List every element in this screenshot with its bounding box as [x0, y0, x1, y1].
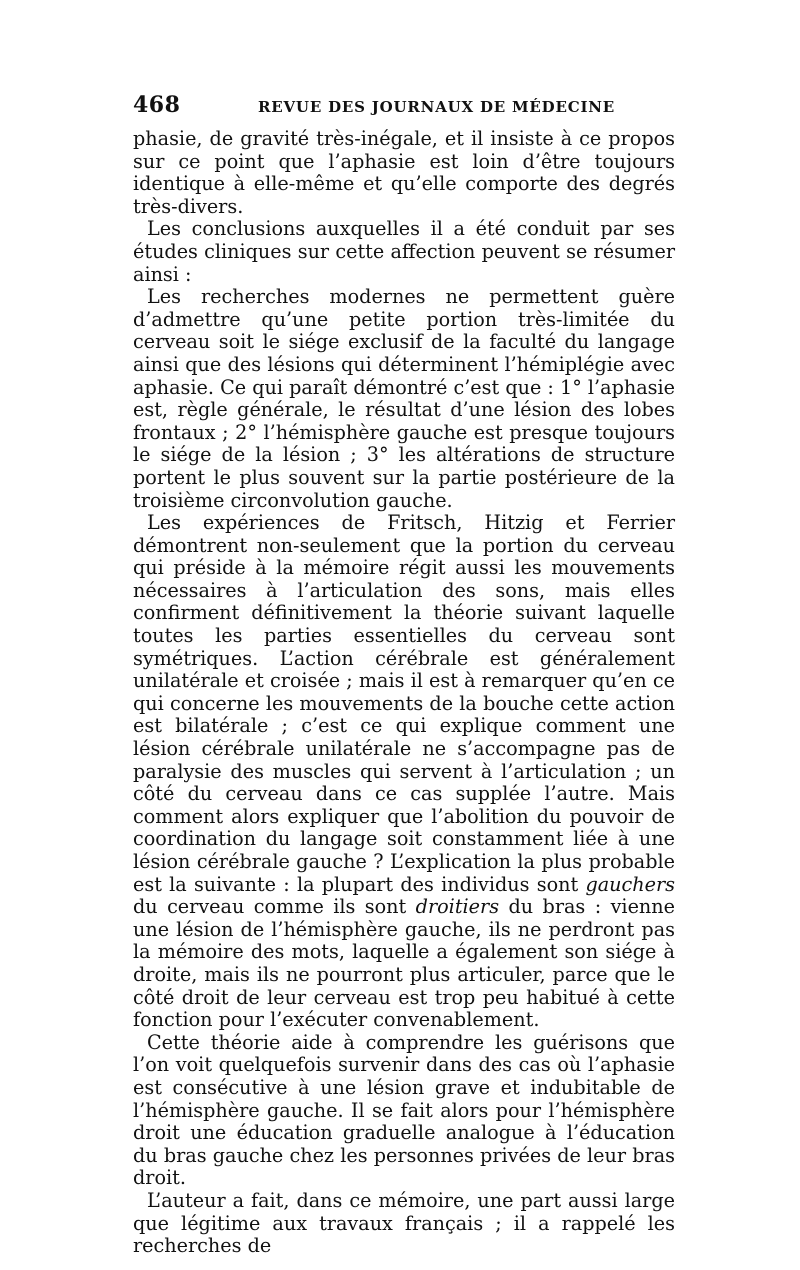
page-header — [133, 92, 673, 122]
paragraph-6: L’auteur a fait, dans ce mémoire, une part aussi large que légitime aux travaux français ; il a rappelé les recherches de — [133, 1188, 675, 1258]
article-body — [133, 128, 675, 1258]
paragraph-4 — [133, 512, 675, 1032]
paragraph-2: Les conclusions auxquelles il a été conduit par ses études cliniques sur cette affection peuvent se résumer ainsi : — [133, 217, 675, 286]
paragraph-5: Cette théorie aide à comprendre les guérisons que l’on voit quelquefois survenir dans des cas où l’aphasie est consécutive à une lésion grave et indubitable de l’hémisphère gauche. Il se fait alors pour l’hémisphère droit une éducation graduelle analogue à l’éducation du bras gauche chez les personnes privées de leur bras droit. — [133, 1030, 675, 1190]
page-number: 468 — [133, 92, 181, 118]
paragraph-1: phasie, de gravité très-inégale, et il insiste à ce propos sur ce point que l’aphasie est loin d’être toujours identique à elle-même et qu’elle comporte des degrés très-divers. — [133, 127, 675, 218]
paragraph-4-text-c: du bras : vienne une lésion de l’hémisphère gauche, ils ne perdront pas la mémoire des mots, laquelle a également son siége à droite, mais ils ne pourront plus articuler, parce que le côté droit de leur cerveau est trop peu habitué à cette fonction pour l’exécuter convenablement. — [133, 895, 675, 1032]
italic-gauchers: gauchers — [585, 872, 675, 896]
paragraph-3: Les recherches modernes ne permettent guère d’admettre qu’une petite portion très-limitée du cerveau soit le siége exclusif de la faculté du langage ainsi que des lésions qui déterminent l’hémiplégie avec aphasie. Ce qui paraît démontré c’est que : 1° l’aphasie est, règle générale, le résultat d’une lésion des lobes frontaux ; 2° l’hémisphère gauche est presque toujours le siége de la lésion ; 3° les altérations de structure portent le plus souvent sur la partie postérieure de la troisième circonvolution gauche. — [133, 285, 675, 512]
running-title: REVUE DES JOURNAUX DE MÉDECINE — [258, 98, 616, 116]
paragraph-4-text-a: Les expériences de Fritsch, Hitzig et Ferrier démontrent non-seulement que la portion du cerveau qui préside à la mémoire régit aussi les mouvements nécessaires à l’articulation des sons, mais elles confirment définitivement la théorie suivant laquelle toutes les parties essentielles du cerveau sont symétriques. L’action cérébrale est généralement unilatérale et croisée ; mais il est à remarquer qu’en ce qui concerne les mouvements de la bouche cette action est bilatérale ; c’est ce qui explique comment une lésion cérébrale unilatérale ne s’accompagne pas de paralysie des muscles qui servent à l’articulation ; un côté du cerveau dans ce cas supplée l’autre. Mais comment alors expliquer que l’abolition du pouvoir de coordination du langage soit constamment liée à une lésion cérébrale gauche ? L’explication la plus probable est la suivante : la plupart des individus sont — [133, 511, 675, 896]
paragraph-4-text-b: du cerveau comme ils sont — [133, 895, 416, 919]
italic-droitiers: droitiers — [415, 895, 500, 919]
